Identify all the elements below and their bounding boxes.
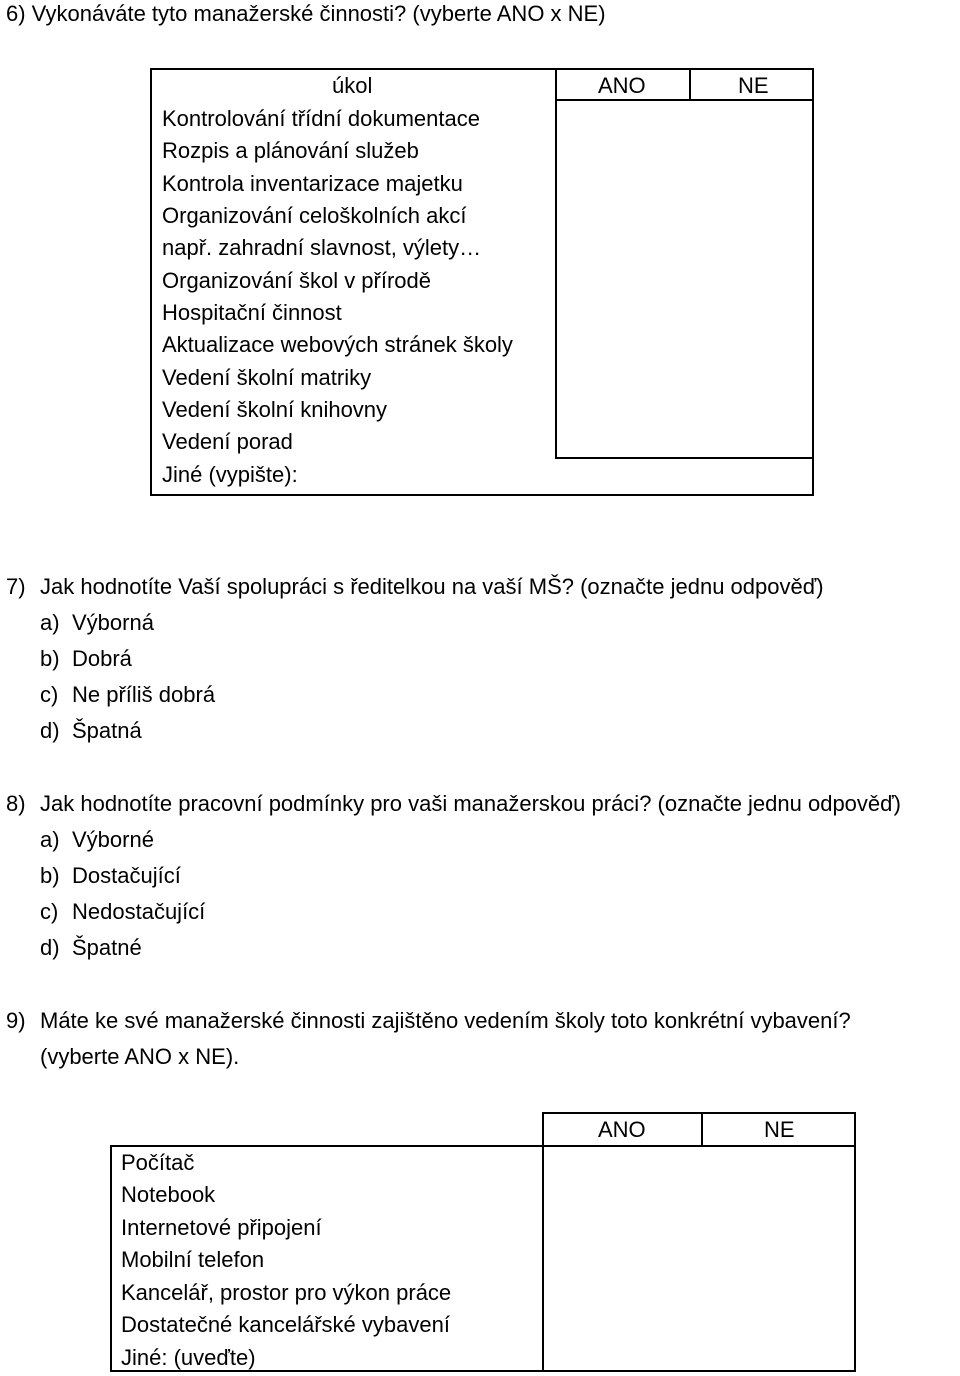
q6-table <box>150 68 814 496</box>
q9-row-label: Mobilní telefon <box>121 1247 265 1272</box>
q6-header-ne: NE <box>738 73 769 98</box>
q6-row-label: např. zahradní slavnost, výlety… <box>162 235 482 260</box>
q6-row-label: Vedení porad <box>162 429 293 454</box>
option-label: Špatné <box>72 935 142 960</box>
q9-instruction: (vyberte ANO x NE). <box>40 1044 240 1069</box>
q9-header-ne: NE <box>764 1117 795 1142</box>
q6-row-label: Vedení školní matriky <box>162 365 372 390</box>
q8-option[interactable] <box>40 829 154 851</box>
option-label: Špatná <box>72 718 142 743</box>
q9-number: 9) <box>6 1008 26 1033</box>
q6-row-label: Organizování celoškolních akcí <box>162 203 467 228</box>
q6-col-divider-1 <box>555 68 557 458</box>
q8-option[interactable] <box>40 937 142 959</box>
q6-row-label: Vedení školní knihovny <box>162 397 388 422</box>
q6-row-label: Kontrola inventarizace majetku <box>162 171 463 196</box>
q8-number: 8) <box>6 791 26 816</box>
option-label: Výborná <box>72 610 154 635</box>
q9-col-divider-1 <box>542 1112 544 1372</box>
option-label: Ne příliš dobrá <box>72 682 216 707</box>
q6-row-label: Hospitační činnost <box>162 300 342 325</box>
option-letter: d) <box>40 935 60 960</box>
q9-row-label: Notebook <box>121 1182 216 1207</box>
option-letter: c) <box>40 682 59 707</box>
option-letter: c) <box>40 899 59 924</box>
q9-row-label: Dostatečné kancelářské vybavení <box>121 1312 450 1337</box>
q9-table <box>110 1112 856 1372</box>
q7-option[interactable] <box>40 684 215 706</box>
option-label: Dostačující <box>72 863 181 888</box>
q9-row-label: Internetové připojení <box>121 1215 322 1240</box>
q6-row-label: Rozpis a plánování služeb <box>162 138 419 163</box>
q6-header-task: úkol <box>332 73 373 98</box>
q8-option[interactable] <box>40 901 205 923</box>
q8-text: Jak hodnotíte pracovní podmínky pro vaši manažerskou práci? (označte jednu odpověď) <box>40 791 902 816</box>
q6-bottom-line <box>555 457 814 459</box>
option-label: Dobrá <box>72 646 132 671</box>
option-label: Výborné <box>72 827 154 852</box>
q7-option[interactable] <box>40 612 154 634</box>
q9-col-divider-2 <box>701 1112 703 1146</box>
q6-row-label: Jiné (vypište): <box>162 462 298 487</box>
option-letter: a) <box>40 827 60 852</box>
q6-row-label: Kontrolování třídní dokumentace <box>162 106 480 131</box>
q9-left-line <box>110 1145 112 1372</box>
option-letter: a) <box>40 610 60 635</box>
q8-question <box>6 793 901 815</box>
q9-header-ano: ANO <box>598 1117 646 1142</box>
q6-col-divider-2 <box>689 68 691 100</box>
option-letter: b) <box>40 646 60 671</box>
q6-title: 6) Vykonáváte tyto manažerské činnosti? (vyberte ANO x NE) <box>6 1 606 26</box>
q7-number: 7) <box>6 574 26 599</box>
q6-row-label: Organizování škol v přírodě <box>162 268 432 293</box>
q9-question <box>6 1010 851 1032</box>
q9-header-top-line <box>542 1112 856 1114</box>
q9-row-label: Kancelář, prostor pro výkon práce <box>121 1280 452 1305</box>
option-label: Nedostačující <box>72 899 206 924</box>
q7-question <box>6 576 824 598</box>
option-letter: b) <box>40 863 60 888</box>
q6-row-label: Aktualizace webových stránek školy <box>162 332 513 357</box>
q7-option[interactable] <box>40 648 132 670</box>
q8-option[interactable] <box>40 865 181 887</box>
option-letter: d) <box>40 718 60 743</box>
q6-header-ano: ANO <box>598 73 646 98</box>
q7-text: Jak hodnotíte Vaší spolupráci s ředitelkou na vaší MŠ? (označte jednu odpověď) <box>40 574 824 599</box>
q9-bottom-line <box>110 1370 856 1372</box>
q9-right-line <box>854 1112 856 1372</box>
q9-row-label: Jiné: (uveďte) <box>121 1345 256 1370</box>
q6-header-line <box>555 99 814 101</box>
q9-row-label: Počítač <box>121 1150 195 1175</box>
q9-row-line <box>110 1145 856 1147</box>
q9-text: Máte ke své manažerské činnosti zajištěno vedením školy toto konkrétní vybavení? <box>40 1008 851 1033</box>
q7-option[interactable] <box>40 720 142 742</box>
